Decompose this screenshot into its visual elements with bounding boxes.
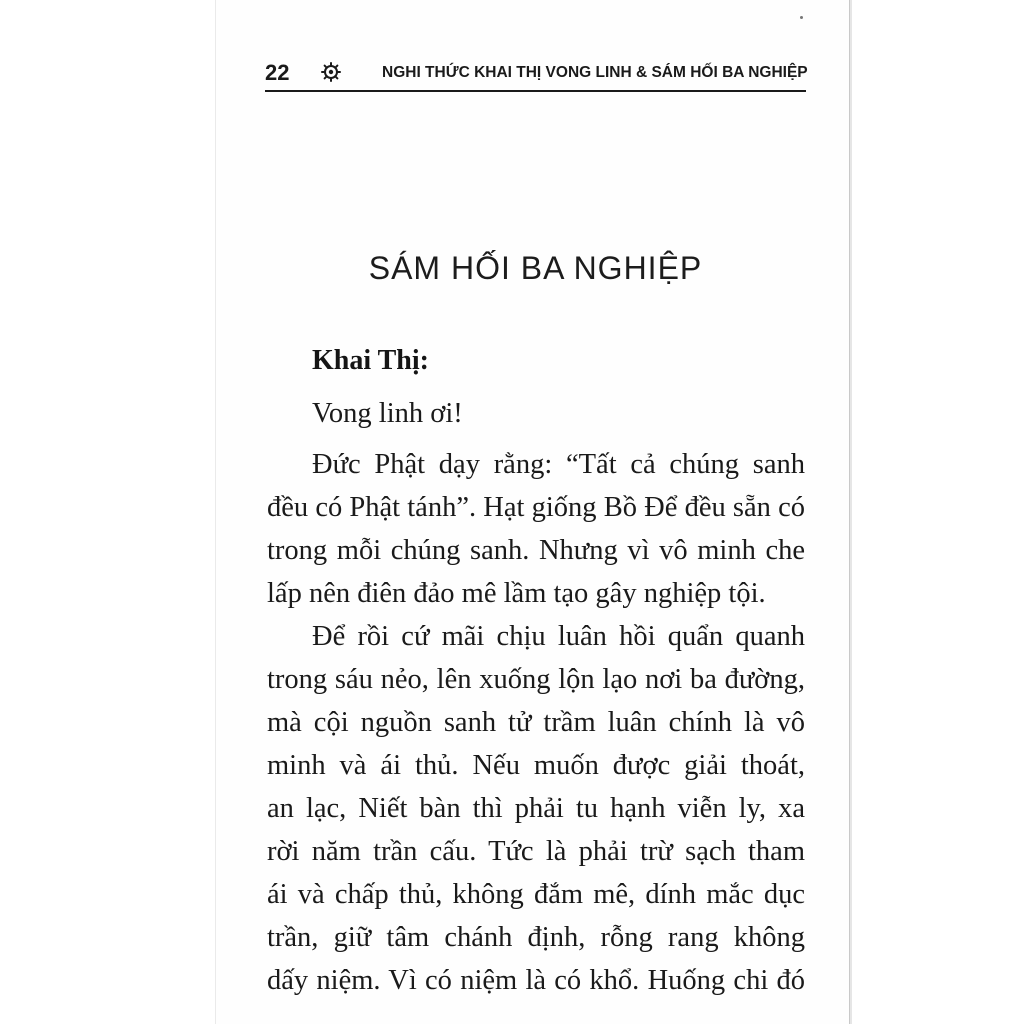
paragraph-2-line-2: trong sáu nẻo, lên xuống lộn lạo nơi ba đường,	[267, 664, 805, 695]
chapter-title: SÁM HỐI BA NGHIỆP	[368, 250, 703, 286]
paragraph-1-line-4: lấp nên điên đảo mê lầm tạo gây nghiệp tội.	[267, 578, 766, 609]
paragraph-2-line-7: ái và chấp thủ, không đắm mê, dính mắc dục	[267, 879, 805, 910]
page-header	[265, 58, 806, 92]
paragraph-1-line-1: Đức Phật dạy rằng: “Tất cả chúng sanh	[312, 449, 805, 480]
running-head: NGHI THỨC KHAI THỊ VONG LINH & SÁM HỐI BA NGHIỆP	[382, 64, 808, 81]
paragraph-2-line-4: minh và ái thủ. Nếu muốn được giải thoát,	[267, 750, 805, 781]
paragraph-1-line-3: trong mỗi chúng sanh. Nhưng vì vô minh che	[267, 535, 805, 566]
paragraph-2-line-6: rời năm trần cấu. Tức là phải trừ sạch tham	[267, 836, 805, 867]
paragraph-1-line-2: đều có Phật tánh”. Hạt giống Bồ Để đều sẵn có	[267, 492, 805, 523]
greeting-line: Vong linh ơi!	[312, 398, 463, 429]
dharma-wheel-icon	[321, 62, 341, 82]
page-number: 22	[265, 60, 290, 85]
paragraph-2-line-3: mà cội nguồn sanh tử trầm luân chính là vô	[267, 707, 805, 738]
header-rule	[265, 90, 806, 92]
paragraph-2-line-9: dấy niệm. Vì có niệm là có khổ. Huống chi đó	[267, 965, 805, 996]
paragraph-2-line-8: trần, giữ tâm chánh định, rỗng rang không	[267, 922, 805, 953]
paragraph-2-line-5: an lạc, Niết bàn thì phải tu hạnh viễn ly, xa	[267, 793, 805, 824]
section-heading: Khai Thị:	[312, 345, 429, 376]
paragraph-2-line-1: Để rồi cứ mãi chịu luân hồi quẩn quanh	[312, 621, 805, 652]
scan-speck	[800, 16, 803, 19]
